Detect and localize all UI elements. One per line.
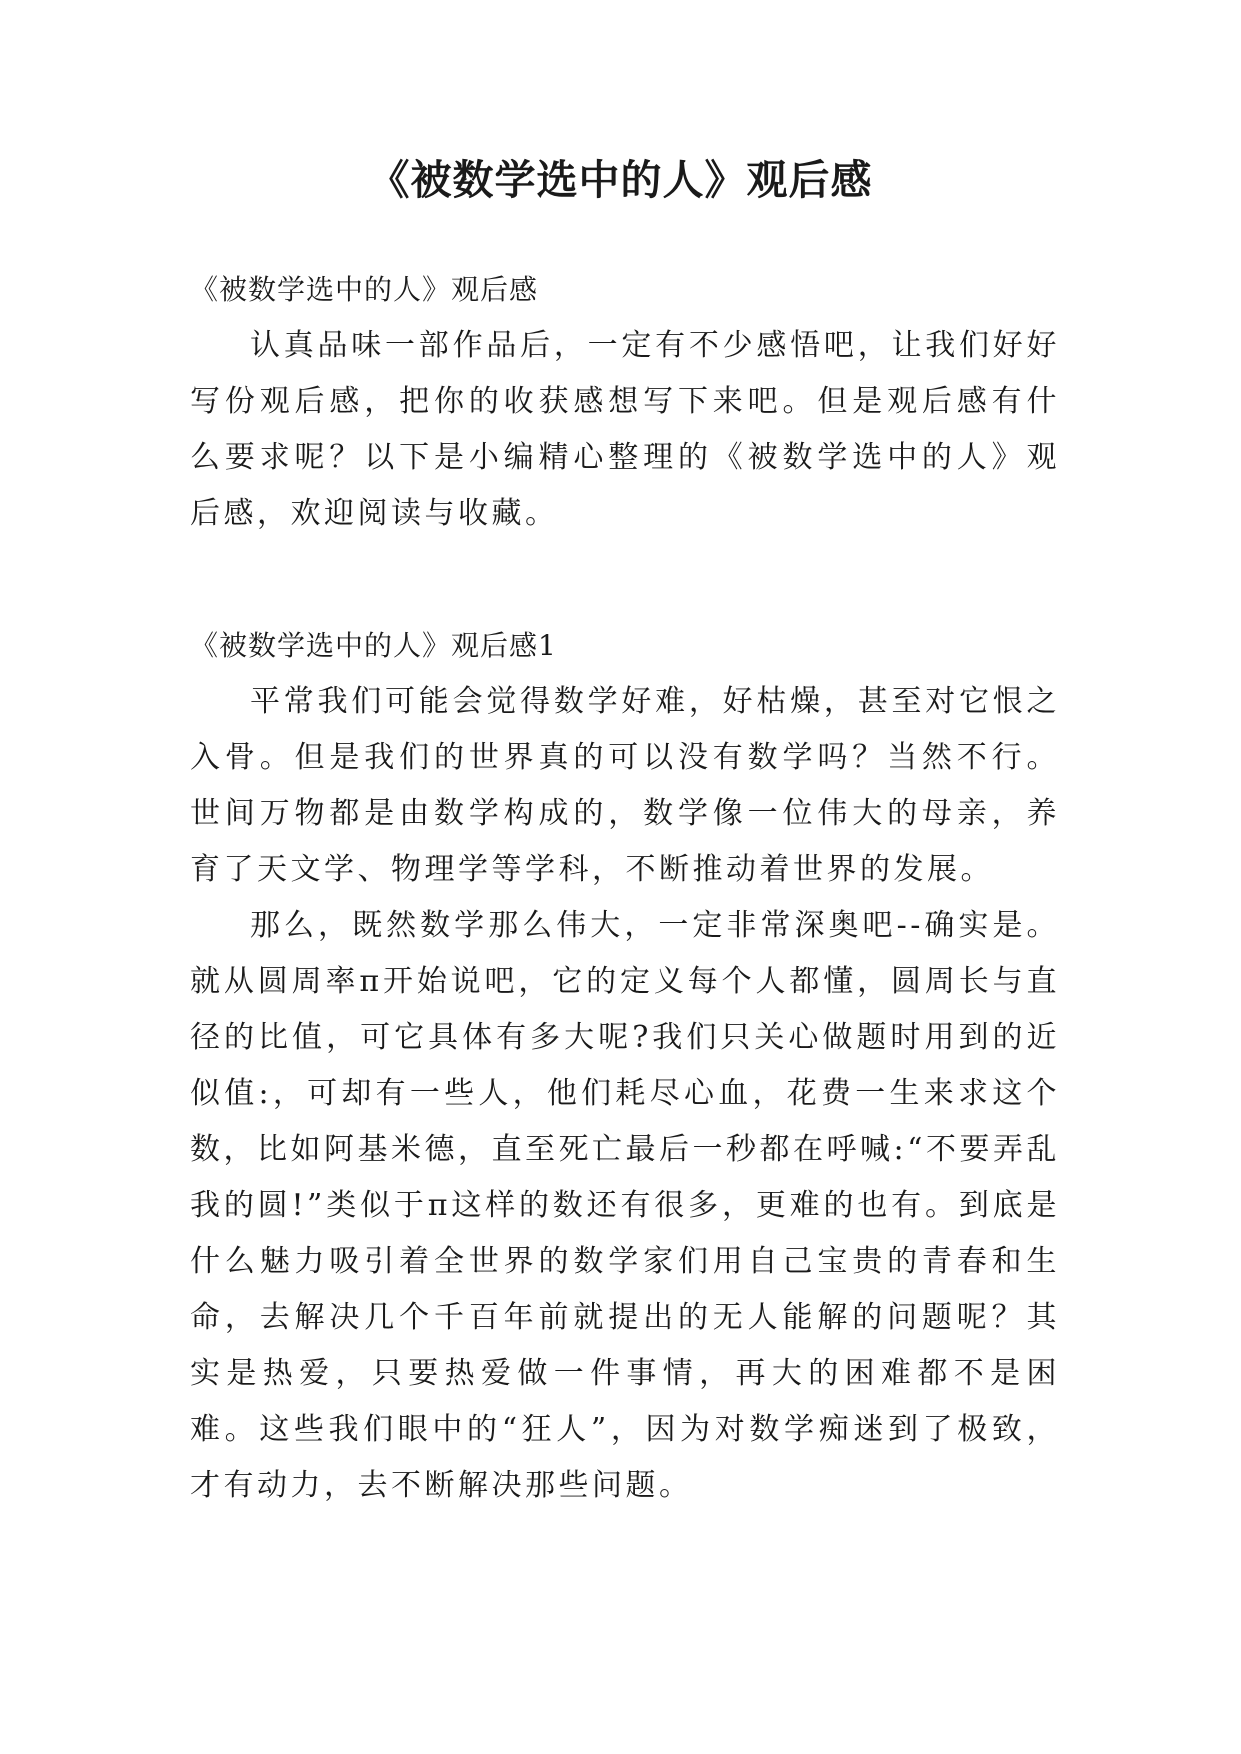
section1-paragraph-2: 那么，既然数学那么伟大，一定非常深奥吧--确实是。就从圆周率π开始说吧，它的定义每个人都懂，圆周长与直径的比值，可它具体有多大呢?我们只关心做题时用到的近似值:，可却有一些人，他们耗尽心血，花费一生来求这个数，比如阿基米德，直至死亡最后一秒都在呼喊:“不要弄乱我的圆!”类似于π这样的数还有很多，更难的也有。到底是什么魅力吸引着全世界的数学家们用自己宝贵的青春和生命，去解决几个千百年前就提出的无人能解的问题呢？其实是热爱，只要热爱做一件事情，再大的困难都不是困难。这些我们眼中的“狂人”，因为对数学痴迷到了极致，才有动力，去不断解决那些问题。	[190, 908, 1060, 1503]
section1-paragraph-1: 平常我们可能会觉得数学好难，好枯燥，甚至对它恨之入骨。但是我们的世界真的可以没有数学吗？当然不行。世间万物都是由数学构成的，数学像一位伟大的母亲，养育了天文学、物理学等学科，不断推动着世界的发展。	[190, 684, 1060, 887]
intro-paragraph: 认真品味一部作品后，一定有不少感悟吧，让我们好好写份观后感，把你的收获感想写下来吧。但是观后感有什么要求呢？以下是小编精心整理的《被数学选中的人》观后感，欢迎阅读与收藏。	[190, 328, 1060, 531]
section-spacer	[190, 542, 1060, 618]
intro-heading: 《被数学选中的人》观后感	[190, 273, 539, 306]
section1-heading: 《被数学选中的人》观后感1	[190, 629, 557, 662]
document-body	[190, 262, 1060, 1514]
document-title: 《被数学选中的人》观后感	[368, 156, 873, 204]
